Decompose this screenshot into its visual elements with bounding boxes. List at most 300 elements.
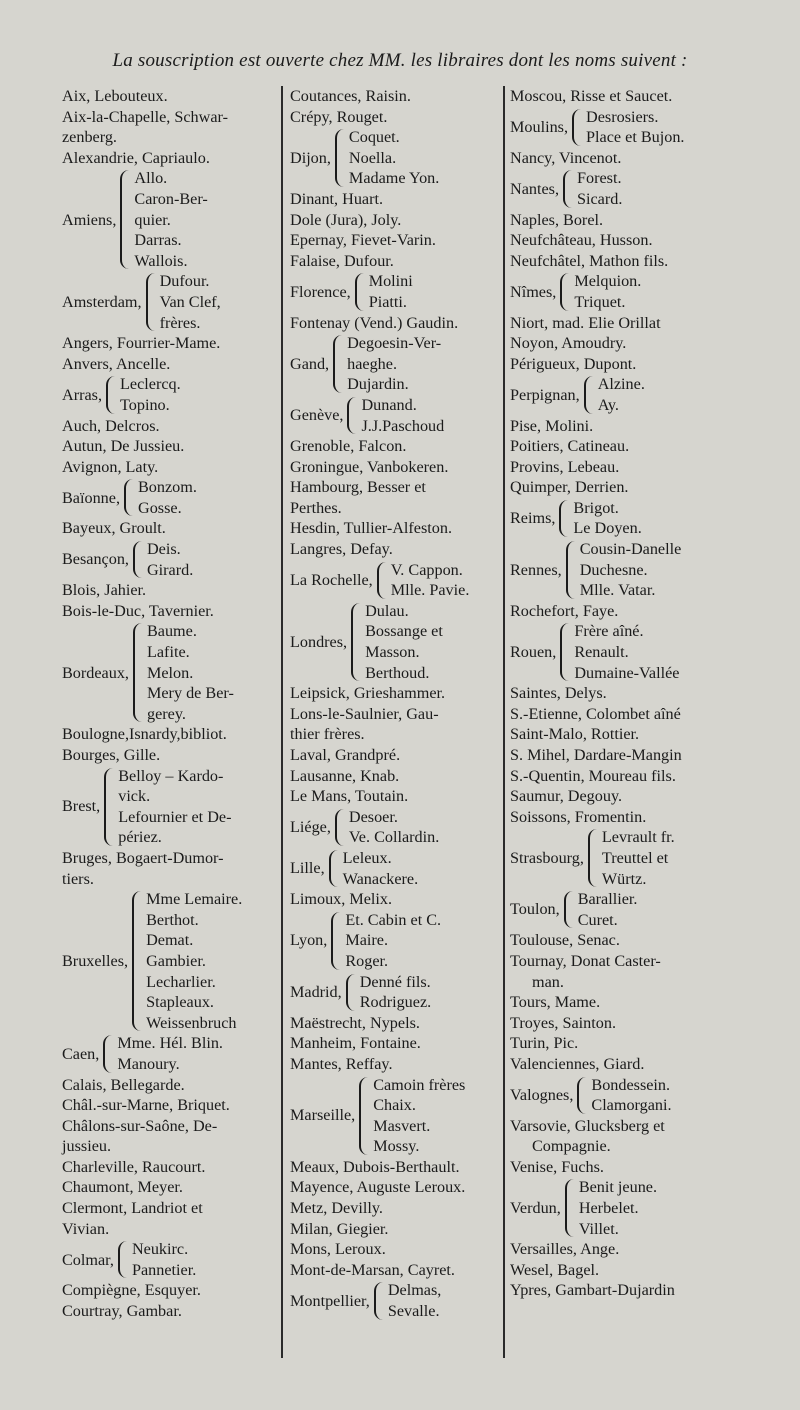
brace-mark: [118, 1241, 129, 1278]
city-name: Colmar,: [62, 1250, 114, 1269]
city-name: Amsterdam,: [62, 292, 142, 311]
bookseller-entry: Blois, Jahier.: [62, 581, 147, 600]
bookseller-name: Frère aîné.: [574, 622, 644, 641]
bookseller-group: [60, 271, 282, 333]
bookseller-entry: Châl.-sur-Marne, Briquet.: [62, 1096, 230, 1115]
brace-mark: [132, 891, 143, 1031]
bookseller-names: [360, 972, 431, 1013]
bookseller-name: Le Doyen.: [573, 519, 642, 538]
bookseller-entry: Soissons, Fromentin.: [510, 807, 647, 826]
bookseller-names: [573, 498, 641, 539]
city-name: Lille,: [290, 859, 325, 878]
bookseller-group: [60, 374, 282, 415]
bookseller-names: [347, 333, 441, 395]
bookseller-entry: Epernay, Fievet-Varin.: [290, 231, 436, 250]
bookseller-name: Neukirc.: [131, 1240, 189, 1259]
bookseller-group: [288, 848, 502, 889]
bookseller-name: Mlle. Pavie.: [390, 581, 470, 600]
entry-continuation: zenberg.: [62, 128, 117, 147]
brace-mark: [359, 1077, 370, 1155]
bookseller-name: Gosse.: [138, 498, 182, 517]
brace-mark: [564, 891, 575, 928]
bookseller-name: Denné fils.: [359, 972, 431, 991]
bookseller-group: [60, 621, 282, 724]
city-name: Dijon,: [290, 148, 331, 167]
bookseller-name: Clamorgani.: [591, 1096, 672, 1115]
column-divider: [503, 86, 505, 1358]
bookseller-group: [510, 271, 795, 312]
bookseller-entry: Valenciennes, Giard.: [510, 1054, 645, 1073]
bookseller-group: [288, 807, 502, 848]
brace-mark: [560, 623, 571, 681]
bookseller-entry: Lons-le-Saulnier, Gau-: [290, 704, 439, 723]
bookseller-group: [288, 333, 502, 395]
bookseller-name: quier.: [134, 210, 171, 229]
brace-mark: [560, 273, 571, 310]
brace-mark: [124, 479, 135, 516]
bookseller-names: [349, 127, 439, 189]
bookseller-entry: Niort, mad. Elie Orillat: [510, 313, 661, 332]
bookseller-entry: Lausanne, Knab.: [290, 766, 400, 785]
bookseller-entry: Metz, Devilly.: [290, 1199, 383, 1218]
bookseller-name: Topino.: [120, 395, 170, 414]
bookseller-name: Belloy – Kardo-: [118, 766, 224, 785]
bookseller-group: [510, 1075, 795, 1116]
column-2: [288, 86, 502, 1322]
brace-mark: [563, 170, 574, 207]
city-name: Besançon,: [62, 550, 129, 569]
bookseller-group: [288, 1280, 502, 1321]
bookseller-entry: Versailles, Ange.: [510, 1240, 620, 1259]
bookseller-names: [147, 621, 234, 724]
brace-mark: [329, 850, 340, 887]
bookseller-entry: Calais, Bellegarde.: [62, 1075, 185, 1094]
bookseller-name: Delmas,: [387, 1281, 442, 1300]
bookseller-name: périez.: [118, 828, 162, 847]
bookseller-entry: Hambourg, Besser et: [290, 478, 426, 497]
city-name: Florence,: [290, 282, 351, 301]
bookseller-entry: Mons, Leroux.: [290, 1240, 386, 1259]
bookseller-names: [147, 539, 193, 580]
bookseller-entry: Mayence, Auguste Leroux.: [290, 1178, 466, 1197]
brace-mark: [335, 129, 346, 187]
brace-mark: [355, 273, 366, 310]
bookseller-group: [510, 168, 795, 209]
city-name: Amiens,: [62, 210, 117, 229]
bookseller-names: [369, 271, 413, 312]
city-name: Marseille,: [290, 1106, 356, 1125]
bookseller-names: [343, 848, 419, 889]
bookseller-name: Brigot.: [573, 498, 619, 517]
city-name: Arras,: [62, 385, 103, 404]
brace-mark: [572, 109, 583, 146]
brace-mark: [103, 1035, 114, 1072]
bookseller-name: Desrosiers.: [586, 107, 659, 126]
bookseller-name: Dufour.: [159, 272, 210, 291]
bookseller-names: [577, 168, 622, 209]
bookseller-entry: Angers, Fourrier-Mame.: [62, 334, 221, 353]
bookseller-names: [373, 1075, 465, 1157]
bookseller-name: Sicard.: [577, 189, 623, 208]
bookseller-entry: Meaux, Dubois-Berthault.: [290, 1157, 460, 1176]
bookseller-name: Demat.: [146, 931, 194, 950]
bookseller-name: Madame Yon.: [348, 169, 440, 188]
city-name: Valognes,: [510, 1085, 574, 1104]
brace-mark: [133, 541, 144, 578]
bookseller-entry: Leipsick, Grieshammer.: [290, 684, 446, 703]
city-name: Perpignan,: [510, 385, 580, 404]
bookseller-name: Roger.: [345, 951, 389, 970]
bookseller-names: [120, 374, 181, 415]
bookseller-names: [349, 807, 439, 848]
bookseller-entry: Laval, Grandpré.: [290, 746, 401, 764]
bookseller-name: Curet.: [577, 910, 618, 929]
bookseller-name: Noella.: [348, 148, 397, 167]
bookseller-name: Deis.: [146, 540, 181, 559]
bookseller-group: [510, 827, 795, 889]
bookseller-entry: Hesdin, Tullier-Alfeston.: [290, 519, 453, 538]
city-name: Moulins,: [510, 117, 569, 136]
city-name: Brest,: [62, 797, 101, 816]
bookseller-entry: Varsovie, Glucksberg et: [510, 1116, 665, 1135]
city-name: Bordeaux,: [62, 663, 129, 682]
brace-mark: [346, 974, 357, 1011]
bookseller-names: [146, 889, 242, 1033]
bookseller-name: Dumaine-Vallée: [574, 663, 680, 682]
bookseller-name: Leclercq.: [120, 375, 181, 394]
bookseller-name: Lecharlier.: [146, 972, 216, 991]
brace-mark: [566, 541, 577, 599]
bookseller-name: Lefournier et De-: [118, 807, 232, 826]
bookseller-entry: Falaise, Dufour.: [290, 251, 394, 270]
bookseller-entry: Toulouse, Senac.: [510, 931, 620, 950]
bookseller-name: Lafite.: [146, 643, 190, 662]
bookseller-name: Mery de Ber-: [146, 684, 234, 703]
bookseller-name: Dulau.: [365, 601, 409, 620]
city-name: Baïonne,: [62, 488, 120, 507]
bookseller-names: [574, 621, 679, 683]
bookseller-entry: Anvers, Ancelle.: [62, 354, 171, 373]
brace-mark: [565, 1179, 576, 1237]
bookseller-name: gerey.: [146, 704, 186, 723]
bookseller-name: Berthot.: [146, 910, 199, 929]
bookseller-entry: Rochefort, Faye.: [510, 601, 619, 620]
bookseller-name: Melquion.: [574, 272, 642, 291]
bookseller-group: [288, 271, 502, 312]
bookseller-names: [602, 827, 675, 889]
brace-mark: [133, 623, 144, 722]
brace-mark: [104, 768, 115, 846]
bookseller-name: Mme. Hél. Blin.: [117, 1034, 223, 1053]
city-name: La Rochelle,: [290, 570, 373, 589]
bookseller-name: Herbelet.: [578, 1199, 639, 1218]
bookseller-entry: Auch, Delcros.: [62, 416, 160, 435]
bookseller-group: [60, 766, 282, 848]
bookseller-name: Levrault fr.: [601, 828, 675, 847]
bookseller-names: [574, 271, 641, 312]
bookseller-name: frères.: [159, 313, 201, 332]
bookseller-group: [288, 910, 502, 972]
bookseller-name: Baume.: [146, 622, 197, 641]
bookseller-entry: S.-Etienne, Colombet aîné: [510, 704, 681, 723]
brace-mark: [559, 500, 570, 537]
city-name: Londres,: [290, 632, 348, 651]
bookseller-entry: Mont-de-Marsan, Cayret.: [290, 1260, 455, 1279]
bookseller-entry: Tours, Mame.: [510, 993, 601, 1012]
bookseller-entry: Turin, Pic.: [510, 1034, 579, 1053]
brace-mark: [333, 335, 344, 393]
bookseller-name: Manoury.: [117, 1054, 180, 1073]
bookseller-name: Bondessein.: [591, 1075, 671, 1094]
bookseller-name: Weissenbruch: [146, 1013, 237, 1032]
bookseller-entry: Troyes, Sainton.: [510, 1013, 616, 1032]
bookseller-entry: Tournay, Donat Caster-: [510, 951, 661, 970]
bookseller-group: [510, 1177, 795, 1239]
bookseller-entry: Naples, Borel.: [510, 210, 604, 229]
bookseller-name: Caron-Ber-: [134, 189, 208, 208]
bookseller-names: [365, 601, 443, 683]
city-name: Lyon,: [290, 931, 328, 950]
bookseller-names: [591, 1075, 671, 1116]
bookseller-entry: Avignon, Laty.: [62, 457, 159, 476]
entry-continuation: jussieu.: [62, 1137, 112, 1156]
bookseller-entry: Aix, Lebouteux.: [62, 87, 168, 105]
brace-mark: [106, 376, 117, 413]
bookseller-name: Darras.: [134, 231, 182, 250]
bookseller-entry: Chaumont, Meyer.: [62, 1178, 183, 1197]
bookseller-name: Masson.: [365, 643, 420, 662]
bookseller-group: [288, 395, 502, 436]
bookseller-name: Van Clef,: [159, 292, 221, 311]
bookseller-names: [580, 539, 682, 601]
bookseller-name: Gambier.: [146, 951, 206, 970]
city-name: Genève,: [290, 406, 344, 425]
bookseller-group: [510, 498, 795, 539]
brace-mark: [377, 562, 388, 599]
bookseller-name: Wallois.: [134, 251, 188, 270]
entry-continuation: Compagnie.: [532, 1137, 611, 1156]
bookseller-entry: Crépy, Rouget.: [290, 107, 388, 126]
bookseller-entry: Clermont, Landriot et: [62, 1199, 203, 1218]
bookseller-entry: Le Mans, Toutain.: [290, 787, 409, 806]
bookseller-name: Barallier.: [577, 890, 638, 909]
bookseller-name: Stapleaux.: [146, 993, 214, 1012]
brace-mark: [331, 912, 342, 970]
bookseller-names: [578, 889, 638, 930]
bookseller-names: [117, 1033, 223, 1074]
bookseller-group: [510, 621, 795, 683]
bookseller-entry: Langres, Defay.: [290, 540, 393, 559]
bookseller-names: [118, 766, 231, 848]
city-name: Rennes,: [510, 560, 562, 579]
bookseller-name: Desoer.: [348, 807, 398, 826]
bookseller-name: Wanackere.: [342, 869, 419, 888]
bookseller-entry: Dinant, Huart.: [290, 189, 384, 208]
bookseller-group: [510, 889, 795, 930]
bookseller-name: Place et Bujon.: [586, 128, 685, 147]
bookseller-names: [134, 168, 207, 271]
bookseller-name: V. Cappon.: [390, 560, 463, 579]
bookseller-entry: Noyon, Amoudry.: [510, 334, 627, 353]
bookseller-group: [510, 374, 795, 415]
bookseller-group: [510, 539, 795, 601]
bookseller-entry: Moscou, Risse et Saucet.: [510, 87, 673, 105]
bookseller-name: Villet.: [578, 1219, 619, 1238]
city-name: Reims,: [510, 509, 556, 528]
bookseller-entry: Ypres, Gambart-Dujardin: [510, 1281, 675, 1300]
bookseller-entry: Provins, Lebeau.: [510, 457, 620, 476]
bookseller-group: [60, 539, 282, 580]
bookseller-name: Ve. Collardin.: [348, 828, 440, 847]
bookseller-name: Dunand.: [361, 395, 417, 414]
city-name: Montpellier,: [290, 1291, 370, 1310]
city-name: Gand,: [290, 354, 330, 373]
entry-continuation: Perthes.: [290, 498, 342, 517]
bookseller-entry: Poitiers, Catineau.: [510, 437, 630, 456]
bookseller-entry: Charleville, Raucourt.: [62, 1157, 206, 1176]
bookseller-name: Dujardin.: [347, 375, 409, 394]
bookseller-entry: Châlons-sur-Saône, De-: [62, 1116, 218, 1135]
bookseller-group: [510, 107, 795, 148]
city-name: Toulon,: [510, 900, 560, 919]
bookseller-name: haeghe.: [347, 354, 397, 373]
bookseller-entry: Nancy, Vincenot.: [510, 148, 622, 167]
bookseller-name: Triquet.: [574, 292, 626, 311]
bookseller-entry: Neufchâtel, Mathon fils.: [510, 251, 669, 270]
brace-mark: [374, 1282, 385, 1319]
column-1: [60, 86, 282, 1322]
bookseller-entry: Manheim, Fontaine.: [290, 1034, 421, 1053]
entry-continuation: Vivian.: [62, 1219, 110, 1238]
bookseller-entry: Aix-la-Chapelle, Schwar-: [62, 107, 228, 126]
column-divider: [281, 86, 283, 1358]
bookseller-entry: Grenoble, Falcon.: [290, 437, 407, 456]
entry-continuation: man.: [532, 972, 564, 991]
brace-mark: [577, 1077, 588, 1114]
bookseller-entry: Bourges, Gille.: [62, 746, 161, 764]
bookseller-names: [579, 1177, 657, 1239]
bookseller-group: [288, 601, 502, 683]
bookseller-group: [288, 1075, 502, 1157]
brace-mark: [120, 170, 131, 269]
bookseller-entry: Alexandrie, Capriaulo.: [62, 148, 210, 167]
bookseller-name: Alzine.: [597, 375, 645, 394]
bookseller-names: [345, 910, 441, 972]
bookseller-entry: Neufchâteau, Husson.: [510, 231, 653, 250]
entry-continuation: tiers.: [62, 869, 94, 888]
bookseller-entry: Courtray, Gambar.: [62, 1302, 182, 1321]
bookseller-entry: Fontenay (Vend.) Gaudin.: [290, 313, 459, 332]
bookseller-name: Degoesin-Ver-: [347, 334, 442, 353]
bookseller-name: Pannetier.: [131, 1260, 197, 1279]
column-3: [510, 86, 795, 1301]
bookseller-name: Piatti.: [368, 292, 407, 311]
brace-mark: [588, 829, 599, 887]
bookseller-name: Duchesne.: [579, 560, 648, 579]
bookseller-group: [288, 560, 502, 601]
bookseller-name: Bossange et: [365, 622, 443, 641]
bookseller-entry: S.-Quentin, Moureau fils.: [510, 766, 676, 785]
bookseller-entry: Périgueux, Dupont.: [510, 354, 637, 373]
bookseller-name: Sevalle.: [387, 1302, 440, 1321]
bookseller-names: [132, 1239, 196, 1280]
bookseller-name: Chaix.: [373, 1096, 416, 1115]
entry-continuation: thier frères.: [290, 725, 365, 744]
bookseller-name: Mme Lemaire.: [146, 890, 243, 909]
bookseller-name: Treuttel et: [601, 848, 669, 867]
bookseller-name: Camoin frères: [373, 1075, 466, 1094]
bookseller-entry: Groningue, Vanbokeren.: [290, 457, 449, 476]
bookseller-name: Leleux.: [342, 848, 392, 867]
bookseller-names: [391, 560, 470, 601]
city-name: Verdun,: [510, 1199, 561, 1218]
bookseller-name: Benit jeune.: [578, 1178, 658, 1197]
bookseller-entry: Venise, Fuchs.: [510, 1157, 604, 1176]
city-name: Bruxelles,: [62, 951, 129, 970]
bookseller-group: [60, 1239, 282, 1280]
city-name: Nantes,: [510, 179, 559, 198]
bookseller-names: [598, 374, 645, 415]
brace-mark: [584, 376, 595, 413]
bookseller-name: Girard.: [146, 560, 194, 579]
bookseller-name: Coquet.: [348, 128, 400, 147]
bookseller-name: Berthoud.: [365, 663, 430, 682]
bookseller-entry: Saint-Malo, Rottier.: [510, 725, 640, 744]
bookseller-name: vick.: [118, 787, 151, 806]
city-name: Madrid,: [290, 982, 342, 1001]
city-name: Rouen,: [510, 643, 557, 662]
bookseller-name: Bonzom.: [138, 478, 197, 497]
bookseller-name: Melon.: [146, 663, 194, 682]
bookseller-group: [60, 1033, 282, 1074]
bookseller-entry: Autun, De Jussieu.: [62, 437, 185, 456]
brace-mark: [335, 809, 346, 846]
brace-mark: [347, 397, 358, 434]
city-name: Nîmes,: [510, 282, 557, 301]
city-name: Caen,: [62, 1044, 100, 1063]
bookseller-entry: Milan, Giegier.: [290, 1219, 389, 1238]
bookseller-name: Forest.: [577, 169, 622, 188]
brace-mark: [351, 603, 362, 681]
bookseller-group: [60, 477, 282, 518]
city-name: Liége,: [290, 818, 331, 837]
bookseller-name: J.J.Paschoud: [361, 416, 445, 435]
bookseller-entry: Maëstrecht, Nypels.: [290, 1013, 420, 1032]
bookseller-name: Rodriguez.: [359, 993, 432, 1012]
brace-mark: [146, 273, 157, 331]
bookseller-entry: Saumur, Degouy.: [510, 787, 623, 806]
bookseller-name: Renault.: [574, 643, 629, 662]
bookseller-name: Würtz.: [601, 869, 647, 888]
bookseller-names: [586, 107, 684, 148]
bookseller-name: Cousin-Danelle: [579, 540, 682, 559]
bookseller-name: Mlle. Vatar.: [579, 581, 656, 600]
bookseller-entry: Quimper, Derrien.: [510, 478, 629, 497]
bookseller-entry: Dole (Jura), Joly.: [290, 210, 402, 229]
bookseller-group: [60, 168, 282, 271]
bookseller-entry: Limoux, Melix.: [290, 890, 393, 909]
bookseller-entry: S. Mihel, Dardare-Mangin: [510, 746, 682, 764]
bookseller-entry: Mantes, Reffay.: [290, 1054, 393, 1073]
bookseller-entry: Compiègne, Esquyer.: [62, 1281, 201, 1300]
bookseller-entry: Coutances, Raisin.: [290, 87, 411, 105]
bookseller-names: [160, 271, 221, 333]
bookseller-names: [388, 1280, 442, 1321]
bookseller-entry: Bruges, Bogaert-Dumor-: [62, 848, 224, 867]
city-name: Strasbourg,: [510, 848, 584, 867]
page-heading: La souscription est ouverte chez MM. les libraires dont les noms suivent :: [112, 50, 688, 71]
bookseller-entry: Bayeux, Groult.: [62, 519, 166, 538]
